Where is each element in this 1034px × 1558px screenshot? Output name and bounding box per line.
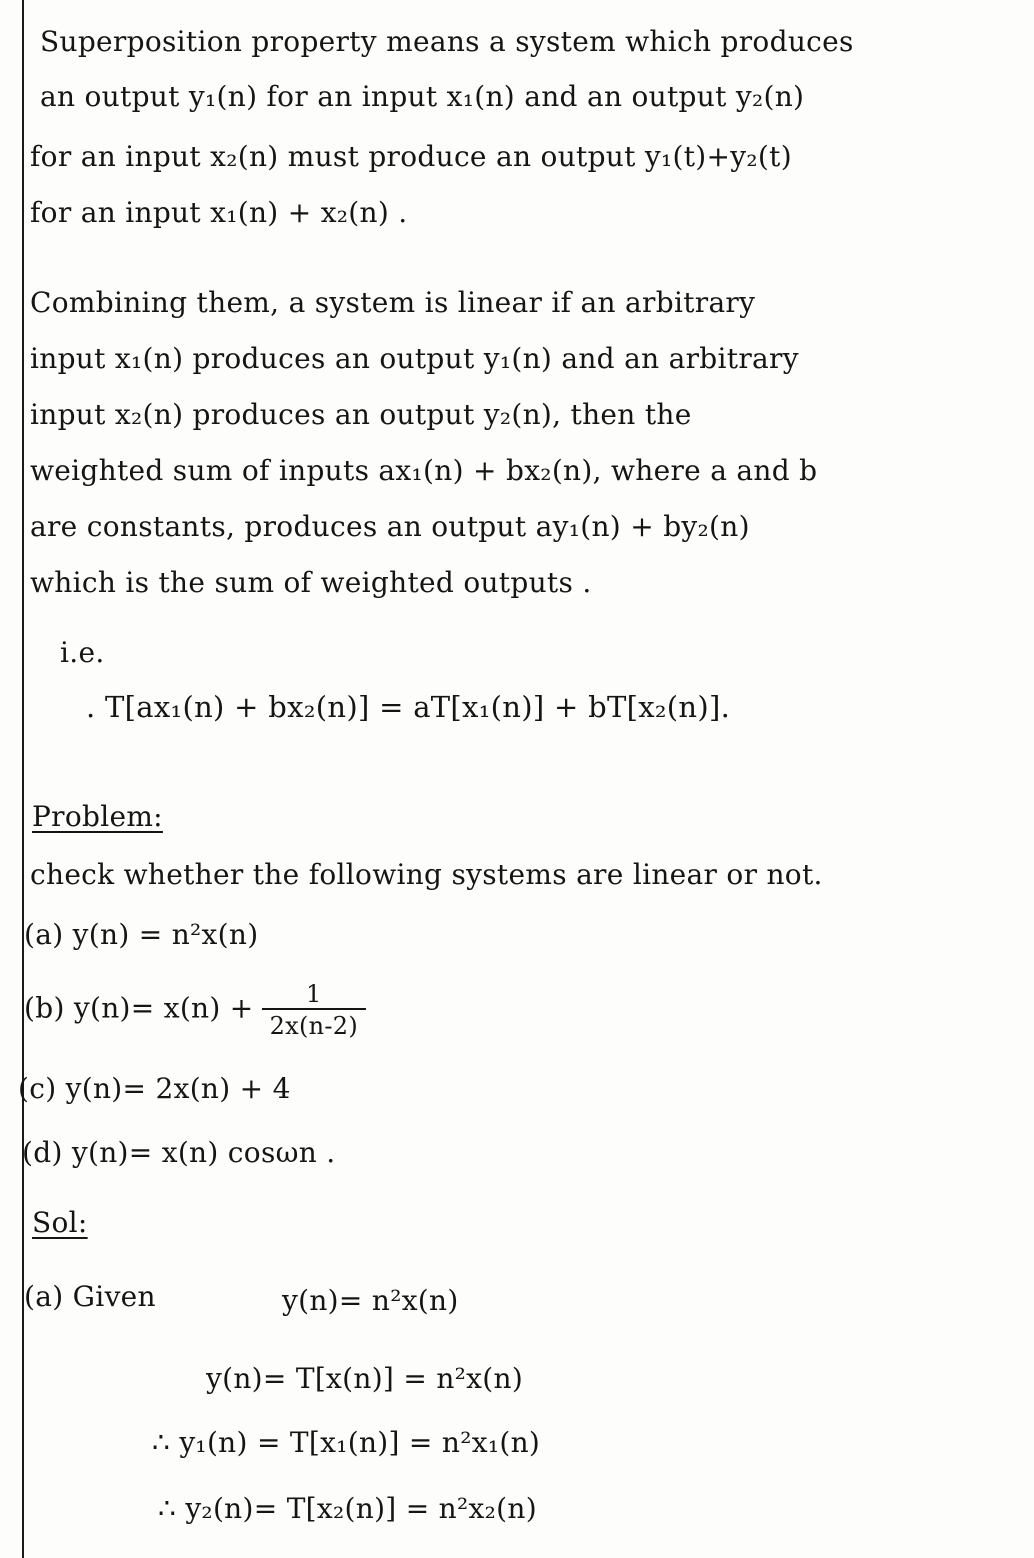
- problem-heading: Problem:: [32, 800, 163, 833]
- superposition-line-3: for an input x₂(n) must produce an output y₁(t)+y₂(t): [30, 140, 792, 173]
- solution-step-2: ∴ y₁(n) = T[x₁(n)] = n²x₁(n): [152, 1426, 541, 1459]
- problem-item-b-lhs: (b) y(n)= x(n) +: [24, 991, 254, 1025]
- combining-line-5: are constants, produces an output ay₁(n) + by₂(n): [30, 510, 750, 543]
- solution-given-label: (a) Given: [24, 1280, 156, 1313]
- combining-line-4: weighted sum of inputs ax₁(n) + bx₂(n), where a and b: [30, 454, 818, 487]
- solution-heading: Sol:: [32, 1206, 88, 1239]
- ie-label: i.e.: [60, 636, 105, 669]
- fraction-numerator: 1: [306, 980, 322, 1008]
- problem-item-a: (a) y(n) = n²x(n): [24, 918, 259, 951]
- superposition-line-1: Superposition property means a system which produces: [40, 25, 854, 58]
- solution-step-3: ∴ y₂(n)= T[x₂(n)] = n²x₂(n): [158, 1492, 537, 1525]
- problem-item-c: (c) y(n)= 2x(n) + 4: [18, 1072, 291, 1105]
- combining-line-3: input x₂(n) produces an output y₂(n), then the: [30, 398, 692, 431]
- combining-line-1: Combining them, a system is linear if an arbitrary: [30, 286, 756, 319]
- solution-step-1: y(n)= T[x(n)] = n²x(n): [206, 1362, 524, 1395]
- problem-item-d: (d) y(n)= x(n) cosωn .: [22, 1136, 336, 1169]
- margin-line: [22, 0, 24, 1558]
- problem-item-b-fraction: [262, 980, 366, 1040]
- problem-statement: check whether the following systems are linear or not.: [30, 858, 823, 891]
- superposition-line-2: an output y₁(n) for an input x₁(n) and an output y₂(n): [40, 80, 805, 113]
- combining-line-2: input x₁(n) produces an output y₁(n) and an arbitrary: [30, 342, 799, 375]
- linearity-equation: . T[ax₁(n) + bx₂(n)] = aT[x₁(n)] + bT[x₂(n)].: [86, 690, 731, 724]
- problem-item-b: [24, 980, 366, 1040]
- superposition-line-4: for an input x₁(n) + x₂(n) .: [30, 196, 408, 229]
- fraction-denominator: 2x(n-2): [262, 1008, 366, 1040]
- combining-line-6: which is the sum of weighted outputs .: [30, 566, 592, 599]
- solution-given-equation: y(n)= n²x(n): [282, 1284, 459, 1317]
